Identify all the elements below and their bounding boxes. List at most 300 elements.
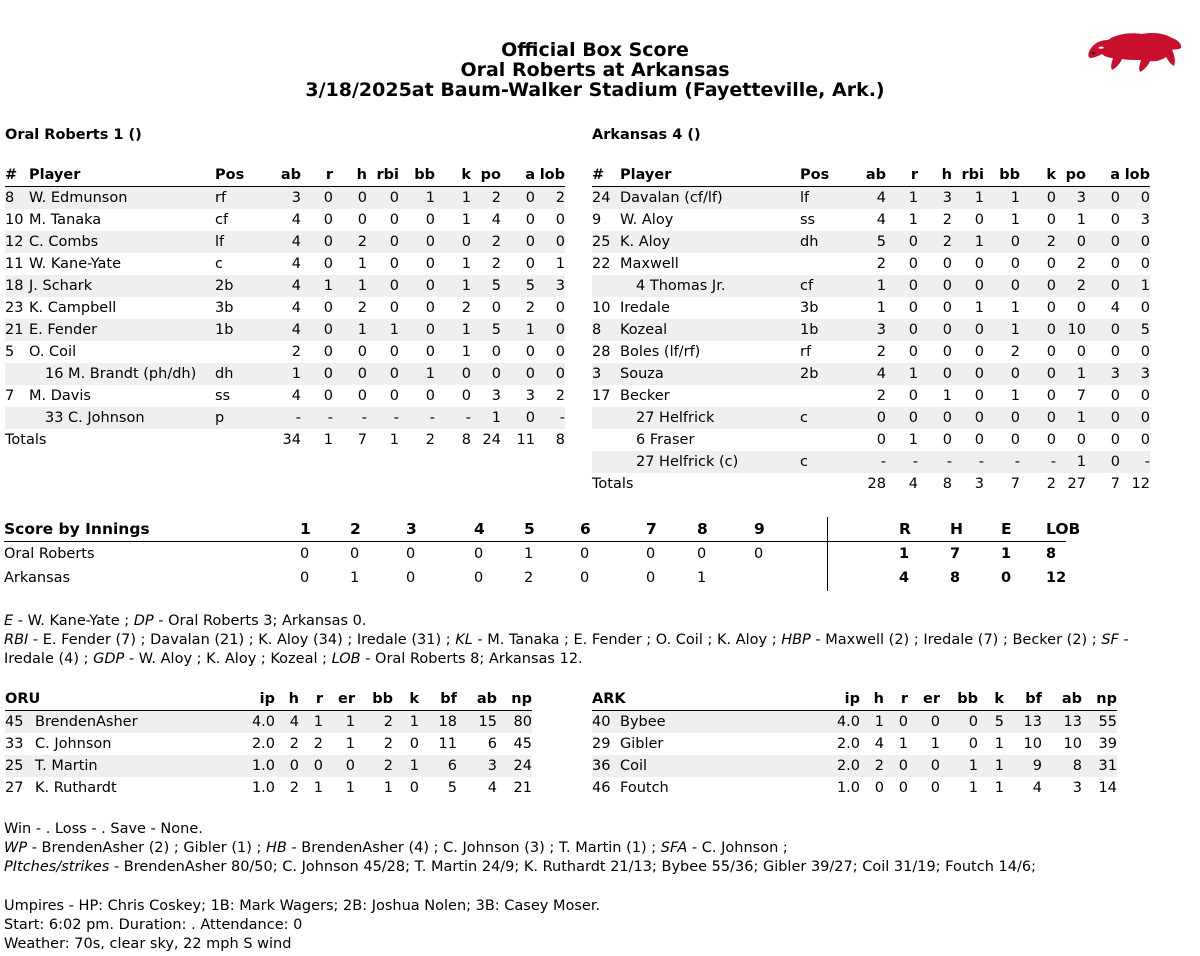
player-name: W. Edmunson bbox=[29, 187, 215, 210]
stat-k: 1 bbox=[435, 319, 471, 341]
wp-hb-note: WP - BrendenAsher (2) ; Gibler (1) ; HB - BrendenAsher (4) ; C. Johnson (3) ; T. Martin (1) ; SFA - C. Johnson ; bbox=[4, 840, 788, 856]
inning-runs: 2 bbox=[524, 570, 534, 586]
stat-po: 2 bbox=[471, 231, 501, 253]
stat-h: 2 bbox=[333, 231, 367, 253]
table-row bbox=[5, 231, 565, 253]
stat-lob: 0 bbox=[1140, 300, 1150, 316]
stat-ab: 5 bbox=[846, 231, 886, 253]
player-number bbox=[592, 429, 620, 451]
stat-bb: 0 bbox=[984, 231, 1020, 253]
stat-r: 2 bbox=[313, 736, 323, 752]
stat-lob: 3 bbox=[535, 275, 565, 297]
stat-h: 0 bbox=[333, 187, 367, 210]
stat-ip: 1.0 bbox=[235, 755, 275, 777]
player-number: 28 bbox=[592, 344, 611, 360]
table-row bbox=[5, 363, 565, 385]
stat-a: 3 bbox=[1086, 363, 1120, 385]
player-name: 27 Helfrick bbox=[620, 407, 800, 429]
pitcher-number: 45 bbox=[5, 711, 35, 734]
stat-bf: 18 bbox=[419, 711, 457, 734]
player-number: 5 bbox=[5, 344, 15, 360]
stat-rbi: - bbox=[367, 407, 399, 429]
stat-bb: 1 bbox=[1010, 388, 1020, 404]
player-position: c bbox=[800, 451, 846, 473]
player-position: rf bbox=[800, 344, 812, 360]
inning-runs: 0 bbox=[300, 570, 310, 586]
stat-ip: 1.0 bbox=[251, 780, 275, 796]
column-header-h: h bbox=[918, 165, 952, 187]
player-position bbox=[800, 253, 846, 275]
stat-np: 39 bbox=[1098, 736, 1117, 752]
stat-r: 1 bbox=[299, 711, 323, 734]
total-lob: 8 bbox=[535, 429, 565, 451]
stat-rbi: 0 bbox=[974, 432, 984, 448]
stat-h: 2 bbox=[860, 755, 884, 777]
inning-runs: 0 bbox=[300, 546, 310, 562]
player-name: E. Fender bbox=[29, 319, 215, 341]
stat-k: 1 bbox=[393, 711, 419, 734]
stat-rbi: 0 bbox=[952, 407, 984, 429]
stat-a: 0 bbox=[1110, 432, 1120, 448]
column-header-k: k bbox=[435, 165, 471, 187]
player-position: rf bbox=[215, 187, 261, 210]
stat-lob: 1 bbox=[1120, 275, 1150, 297]
stat-ab: 1 bbox=[876, 300, 886, 316]
player-position: 1b bbox=[800, 319, 846, 341]
stat-h: 2 bbox=[289, 780, 299, 796]
stat-r: 1 bbox=[313, 780, 323, 796]
player-number: 10 bbox=[5, 212, 24, 228]
total-a: 7 bbox=[1086, 473, 1120, 495]
table-row bbox=[592, 407, 1150, 429]
table-row bbox=[5, 385, 565, 407]
column-header-a: a bbox=[501, 165, 535, 187]
column-header-ip: ip bbox=[820, 689, 860, 711]
team-total-r: 4 bbox=[899, 570, 910, 586]
column-header-pos: Pos bbox=[800, 165, 846, 187]
stat-rbi: 1 bbox=[952, 231, 984, 253]
stat-lob: 0 bbox=[535, 319, 565, 341]
total-bb: 7 bbox=[984, 473, 1020, 495]
stat-h: - bbox=[918, 451, 952, 473]
stat-k: 0 bbox=[1020, 275, 1056, 297]
stat-po: 3 bbox=[491, 388, 501, 404]
total-header-h: H bbox=[950, 520, 963, 538]
stat-lob: - bbox=[1120, 451, 1150, 473]
inning-header: 4 bbox=[474, 520, 485, 538]
pitcher-number: 40 bbox=[592, 711, 620, 734]
inning-runs: 0 bbox=[406, 546, 416, 562]
inning-runs: 0 bbox=[350, 546, 360, 562]
player-name: Becker bbox=[620, 388, 670, 404]
table-row bbox=[592, 297, 1150, 319]
table-row bbox=[5, 253, 565, 275]
title-line-2: Oral Roberts at Arkansas bbox=[460, 59, 730, 81]
stat-a: 0 bbox=[525, 344, 535, 360]
stat-rbi: 0 bbox=[389, 212, 399, 228]
stat-k: - bbox=[1020, 451, 1056, 473]
player-number: 12 bbox=[5, 231, 29, 253]
player-number: 8 bbox=[592, 319, 620, 341]
stat-po: 1 bbox=[471, 407, 501, 429]
stat-a: 0 bbox=[1086, 231, 1120, 253]
column-header-rbi: rbi bbox=[952, 165, 984, 187]
pitcher-number: 33 bbox=[5, 736, 24, 752]
column-header-lob: lob bbox=[1120, 165, 1150, 187]
stat-bb: 0 bbox=[425, 256, 435, 272]
player-name: Souza bbox=[620, 363, 800, 385]
column-header-er: er bbox=[908, 689, 940, 711]
stat-r: 0 bbox=[886, 275, 918, 297]
stat-r: 0 bbox=[323, 344, 333, 360]
stat-h: 2 bbox=[289, 736, 299, 752]
stat-k: 0 bbox=[1046, 300, 1056, 316]
table-row bbox=[5, 297, 565, 319]
player-position: ss bbox=[215, 388, 231, 404]
razorback-hog-logo-icon bbox=[1086, 30, 1184, 76]
table-row bbox=[5, 733, 532, 755]
home-batting-table bbox=[592, 165, 1150, 495]
stat-r: 1 bbox=[908, 212, 918, 228]
stat-h: - bbox=[333, 407, 367, 429]
line-score bbox=[4, 517, 1081, 590]
table-row bbox=[592, 429, 1150, 451]
stat-k: 0 bbox=[1020, 319, 1056, 341]
inning-header: 8 bbox=[697, 520, 708, 538]
stat-r: 1 bbox=[886, 187, 918, 210]
stat-rbi: 1 bbox=[974, 300, 984, 316]
player-number: 22 bbox=[592, 256, 611, 272]
stat-er: 1 bbox=[930, 736, 940, 752]
column-header-bf: bf bbox=[1004, 689, 1042, 711]
home-team-heading: Arkansas 4 () bbox=[592, 127, 701, 143]
player-name: 33 C. Johnson bbox=[29, 407, 215, 429]
stat-h: 0 bbox=[942, 256, 952, 272]
stat-bb: 0 bbox=[425, 300, 435, 316]
player-position: 3b bbox=[215, 300, 234, 316]
player-position: dh bbox=[215, 363, 261, 385]
stat-rbi: 0 bbox=[367, 231, 399, 253]
player-position: cf bbox=[215, 212, 229, 228]
stat-a: 0 bbox=[1110, 212, 1120, 228]
stat-r: 0 bbox=[884, 711, 908, 734]
stat-h: 1 bbox=[860, 711, 884, 734]
stat-lob: 0 bbox=[1120, 187, 1150, 210]
stat-k: 1 bbox=[461, 256, 471, 272]
stat-a: 0 bbox=[1086, 407, 1120, 429]
total-header-lob: LOB bbox=[1046, 520, 1081, 538]
stat-rbi: 1 bbox=[952, 187, 984, 210]
pitcher-name: T. Martin bbox=[35, 755, 235, 777]
column-header-r: r bbox=[884, 689, 908, 711]
team-name: Arkansas bbox=[4, 570, 71, 586]
stat-a: 0 bbox=[1086, 451, 1120, 473]
inning-runs: 0 bbox=[646, 570, 656, 586]
player-name: J. Schark bbox=[29, 275, 215, 297]
player-number: 23 bbox=[5, 300, 24, 316]
player-name: 27 Helfrick (c) bbox=[620, 451, 800, 473]
stat-po: 2 bbox=[471, 187, 501, 210]
stat-r: - bbox=[886, 451, 918, 473]
player-position: cf bbox=[800, 275, 846, 297]
stat-rbi: 0 bbox=[367, 187, 399, 210]
stat-ab: 4 bbox=[261, 275, 301, 297]
player-number: 3 bbox=[592, 363, 620, 385]
stat-r: 0 bbox=[908, 344, 918, 360]
stat-r: 1 bbox=[898, 736, 908, 752]
pitcher-number: 46 bbox=[592, 780, 611, 796]
stat-po: 7 bbox=[1076, 388, 1086, 404]
stat-k: 0 bbox=[1046, 256, 1056, 272]
stat-ab: 2 bbox=[876, 344, 886, 360]
stat-bb: 0 bbox=[399, 275, 435, 297]
stat-rbi: 0 bbox=[974, 344, 984, 360]
stat-lob: 0 bbox=[1140, 344, 1150, 360]
stat-rbi: 0 bbox=[952, 363, 984, 385]
title-line-3: 3/18/2025at Baum-Walker Stadium (Fayetteville, Ark.) bbox=[305, 79, 885, 101]
player-number bbox=[592, 407, 620, 429]
table-row bbox=[592, 253, 1150, 275]
pitching-header-row bbox=[592, 689, 1117, 711]
table-row bbox=[592, 209, 1150, 231]
table-row bbox=[592, 341, 1150, 363]
inning-runs: 0 bbox=[697, 546, 707, 562]
stat-k: 0 bbox=[1046, 212, 1056, 228]
stat-rbi: 0 bbox=[389, 256, 399, 272]
stat-k: 0 bbox=[435, 363, 471, 385]
stat-po: 5 bbox=[471, 319, 501, 341]
total-r: 1 bbox=[301, 429, 333, 451]
player-name: C. Combs bbox=[29, 231, 215, 253]
stat-po: 2 bbox=[1076, 256, 1086, 272]
table-row bbox=[5, 777, 532, 799]
stat-bb: 0 bbox=[425, 388, 435, 404]
batting-header-row bbox=[592, 165, 1150, 187]
stat-lob: 0 bbox=[1120, 407, 1150, 429]
stat-k: 1 bbox=[994, 780, 1004, 796]
pitcher-name: Gibler bbox=[620, 736, 664, 752]
stat-k: 1 bbox=[435, 275, 471, 297]
table-row bbox=[5, 275, 565, 297]
table-row bbox=[592, 275, 1150, 297]
stat-rbi: - bbox=[952, 451, 984, 473]
inning-header: 7 bbox=[646, 520, 657, 538]
player-name: Boles (lf/rf) bbox=[620, 344, 701, 360]
stat-np: 21 bbox=[513, 780, 532, 796]
inning-runs: 0 bbox=[646, 546, 656, 562]
stat-k: 2 bbox=[1020, 231, 1056, 253]
stat-r: 0 bbox=[323, 256, 333, 272]
stat-ab: 3 bbox=[846, 319, 886, 341]
stat-po: 0 bbox=[1056, 231, 1086, 253]
table-row bbox=[592, 777, 1117, 799]
stat-k: 1 bbox=[393, 755, 419, 777]
stat-ab: 2 bbox=[876, 256, 886, 272]
umpires-info: Umpires - HP: Chris Coskey; 1B: Mark Wagers; 2B: Joshua Nolen; 3B: Casey Moser. bbox=[4, 898, 601, 914]
pitcher-name: Bybee bbox=[620, 711, 820, 734]
stat-bb: 0 bbox=[399, 319, 435, 341]
stat-bf: 11 bbox=[438, 736, 457, 752]
player-number: 8 bbox=[5, 187, 29, 210]
pitcher-number: 29 bbox=[592, 736, 611, 752]
decisions-note: Win - . Loss - . Save - None. bbox=[4, 821, 203, 837]
line-score-row bbox=[4, 566, 1066, 590]
stat-bf: 9 bbox=[1004, 755, 1042, 777]
stat-lob: 0 bbox=[535, 363, 565, 385]
stat-r: 0 bbox=[908, 256, 918, 272]
stat-rbi: 0 bbox=[389, 388, 399, 404]
column-header-r: r bbox=[299, 689, 323, 711]
stat-er: 0 bbox=[908, 711, 940, 734]
table-row bbox=[5, 187, 565, 210]
stat-ab: 10 bbox=[1063, 736, 1082, 752]
stat-lob: 0 bbox=[555, 212, 565, 228]
player-position: lf bbox=[800, 187, 846, 210]
stat-lob: 0 bbox=[555, 344, 565, 360]
player-name: K. Aloy bbox=[620, 231, 800, 253]
column-header-number: # bbox=[5, 165, 29, 187]
column-header-r: r bbox=[886, 165, 918, 187]
column-header-k: k bbox=[978, 689, 1004, 711]
stat-a: 0 bbox=[1110, 344, 1120, 360]
stat-r: - bbox=[301, 407, 333, 429]
table-row bbox=[592, 451, 1150, 473]
stat-h: 0 bbox=[918, 407, 952, 429]
total-header-e: E bbox=[1001, 520, 1012, 538]
stat-h: 0 bbox=[275, 755, 299, 777]
stat-po: 0 bbox=[1076, 300, 1086, 316]
stat-k: 0 bbox=[1020, 363, 1056, 385]
stat-ab: 8 bbox=[1042, 755, 1082, 777]
stat-h: 2 bbox=[357, 300, 367, 316]
line-score-title: Score by Innings bbox=[4, 520, 150, 538]
column-header-bf: bf bbox=[419, 689, 457, 711]
player-position bbox=[215, 341, 261, 363]
player-position: ss bbox=[800, 212, 816, 228]
stat-lob: 2 bbox=[535, 187, 565, 210]
stat-rbi: 0 bbox=[952, 319, 984, 341]
stat-bb: 0 bbox=[940, 711, 978, 734]
stat-a: 0 bbox=[1110, 256, 1120, 272]
stat-rbi: 0 bbox=[974, 256, 984, 272]
stat-r: 0 bbox=[299, 755, 323, 777]
stat-h: 1 bbox=[942, 388, 952, 404]
totals-label: Totals bbox=[5, 429, 261, 451]
stat-h: 2 bbox=[918, 231, 952, 253]
stat-bb: 2 bbox=[1010, 344, 1020, 360]
team-total-lob: 8 bbox=[1046, 546, 1057, 562]
stat-po: 0 bbox=[1076, 432, 1086, 448]
stat-a: 0 bbox=[1086, 275, 1120, 297]
stat-er: 0 bbox=[908, 755, 940, 777]
stat-ab: 3 bbox=[457, 755, 497, 777]
player-position: p bbox=[215, 407, 261, 429]
weather-info: Weather: 70s, clear sky, 22 mph S wind bbox=[4, 936, 292, 952]
stat-h: 0 bbox=[918, 363, 952, 385]
stat-np: 45 bbox=[513, 736, 532, 752]
stat-k: 0 bbox=[1046, 388, 1056, 404]
inning-header: 3 bbox=[406, 520, 417, 538]
stat-lob: 5 bbox=[1120, 319, 1150, 341]
away-team-heading: Oral Roberts 1 () bbox=[5, 127, 142, 143]
column-header-bb: bb bbox=[984, 165, 1020, 187]
pitcher-name: Foutch bbox=[620, 780, 669, 796]
stat-er: 1 bbox=[345, 736, 355, 752]
stat-h: 1 bbox=[333, 319, 367, 341]
stat-ip: 2.0 bbox=[251, 736, 275, 752]
stat-po: 3 bbox=[1056, 187, 1086, 210]
column-header-ip: ip bbox=[235, 689, 275, 711]
stat-r: 0 bbox=[884, 755, 908, 777]
column-header-h: h bbox=[275, 689, 299, 711]
stat-ab: 4 bbox=[291, 256, 301, 272]
stat-ab: 15 bbox=[457, 711, 497, 734]
column-header-player: Player bbox=[29, 165, 215, 187]
pitcher-name: Coil bbox=[620, 755, 820, 777]
stat-r: 1 bbox=[886, 363, 918, 385]
stat-po: 1 bbox=[1056, 363, 1086, 385]
player-name: O. Coil bbox=[29, 344, 77, 360]
stat-lob: 0 bbox=[1120, 231, 1150, 253]
box-score-title bbox=[0, 40, 1190, 100]
column-header-lob: lob bbox=[535, 165, 565, 187]
stat-a: 0 bbox=[1086, 319, 1120, 341]
pitcher-name: BrendenAsher bbox=[35, 711, 235, 734]
stat-bb: 1 bbox=[984, 187, 1020, 210]
column-header-er: er bbox=[323, 689, 355, 711]
table-row bbox=[5, 209, 565, 231]
stat-rbi: 0 bbox=[952, 275, 984, 297]
total-ab: 28 bbox=[846, 473, 886, 495]
player-number: 9 bbox=[592, 212, 602, 228]
stat-k: 0 bbox=[1046, 344, 1056, 360]
total-po: 27 bbox=[1056, 473, 1086, 495]
column-header-bb: bb bbox=[940, 689, 978, 711]
line-score-divider bbox=[827, 517, 828, 591]
player-position: dh bbox=[800, 231, 846, 253]
stat-a: 0 bbox=[501, 187, 535, 210]
stat-bb: 2 bbox=[355, 711, 393, 734]
stat-ab: 4 bbox=[291, 388, 301, 404]
stat-a: 4 bbox=[1110, 300, 1120, 316]
total-header-r: R bbox=[899, 520, 911, 538]
stat-lob: 0 bbox=[1140, 388, 1150, 404]
stat-np: 24 bbox=[497, 755, 532, 777]
player-name: Maxwell bbox=[620, 256, 679, 272]
table-row bbox=[592, 231, 1150, 253]
stat-bb: 0 bbox=[1010, 256, 1020, 272]
stat-r: 0 bbox=[886, 407, 918, 429]
pitcher-number: 25 bbox=[5, 755, 35, 777]
stat-ab: 4 bbox=[846, 363, 886, 385]
team-name: Oral Roberts bbox=[4, 546, 95, 562]
team-total-h: 7 bbox=[950, 546, 961, 562]
stat-r: 0 bbox=[323, 212, 333, 228]
player-number: 25 bbox=[592, 231, 620, 253]
column-header-rbi: rbi bbox=[367, 165, 399, 187]
stat-po: 0 bbox=[491, 344, 501, 360]
stat-ab: 1 bbox=[846, 275, 886, 297]
stat-ip: 2.0 bbox=[820, 755, 860, 777]
player-number bbox=[592, 451, 620, 473]
pitching-notes bbox=[4, 820, 1174, 877]
stat-r: 0 bbox=[301, 363, 333, 385]
inning-runs: 1 bbox=[697, 570, 707, 586]
stat-ab: 4 bbox=[487, 780, 497, 796]
player-number: 18 bbox=[5, 275, 29, 297]
stat-bb: 1 bbox=[984, 319, 1020, 341]
total-lob: 12 bbox=[1120, 473, 1150, 495]
